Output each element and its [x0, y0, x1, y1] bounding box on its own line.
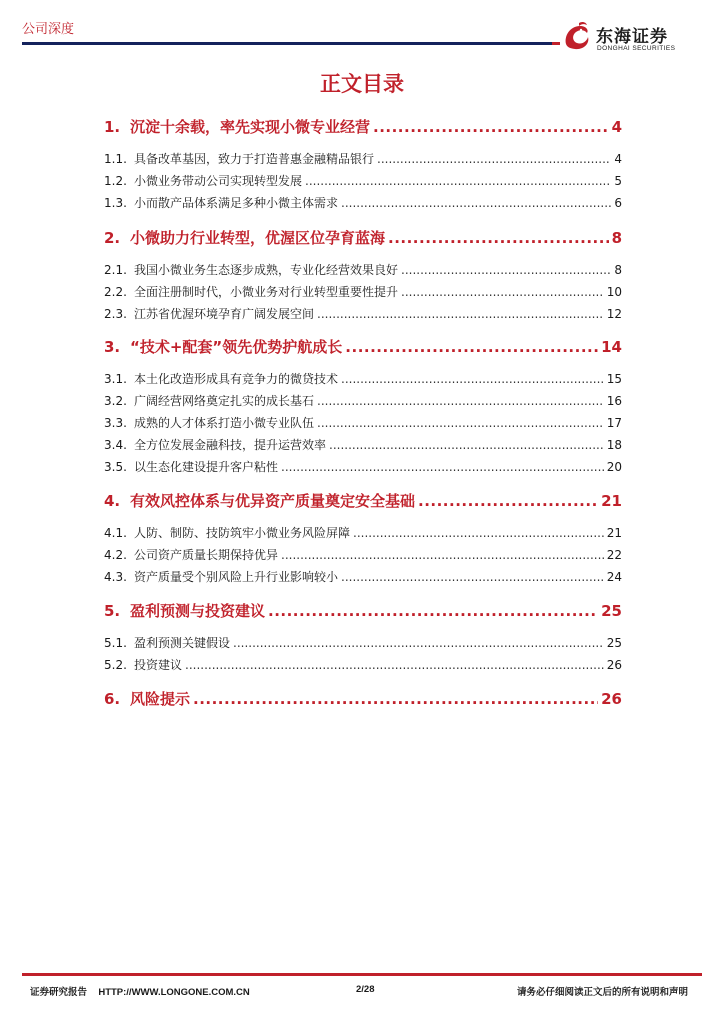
toc-dot-leader [341, 196, 611, 210]
toc-entry-title: 江苏省优渥环境孕育广阔发展空间 [134, 307, 315, 321]
toc-dot-leader [377, 152, 611, 166]
toc-entry-page: 21 [601, 492, 622, 510]
toc-entry-page: 25 [601, 602, 622, 620]
toc-entry-number: 3.3. [104, 416, 127, 430]
toc-entry-page: 8 [611, 229, 622, 247]
toc-entry-page: 21 [606, 526, 622, 540]
toc-entry-number: 3.2. [104, 394, 127, 408]
toc-entry-number: 4.1. [104, 526, 127, 540]
toc-entry-3-3[interactable] [104, 414, 622, 431]
toc-entry-number: 2. [104, 229, 121, 247]
toc-entry-title: 资产质量受个别风险上升行业影响较小 [134, 570, 339, 584]
toc-dot-leader [341, 570, 604, 584]
toc-entry-5[interactable] [104, 600, 622, 621]
report-type-tag: 公司深度 [22, 21, 75, 36]
toc-entry-title: 沉淀十余载，率先实现小微专业经营 [130, 118, 371, 136]
toc-entry-2-1[interactable] [104, 261, 622, 278]
logo-english-name: DONGHAI SECURITIES [597, 45, 676, 52]
toc-entry-number: 2.1. [104, 263, 127, 277]
toc-entry-3[interactable] [104, 336, 622, 357]
toc-entry-number: 1. [104, 118, 121, 136]
toc-entry-page: 6 [614, 196, 622, 210]
toc-entry-number: 4. [104, 492, 121, 510]
toc-entry-title: 有效风控体系与优异资产质量奠定安全基础 [130, 492, 416, 510]
toc-entry-4[interactable] [104, 490, 622, 511]
toc-entry-6[interactable] [104, 688, 622, 709]
toc-entry-2-2[interactable] [104, 283, 622, 300]
toc-entry-title: 具备改革基因，致力于打造普惠金融精品银行 [134, 152, 375, 166]
toc-dot-leader [281, 548, 604, 562]
header-rule-navy [22, 42, 552, 45]
toc-entry-title: 盈利预测与投资建议 [130, 602, 266, 620]
toc-entry-3-2[interactable] [104, 392, 622, 409]
toc-entry-2[interactable] [104, 227, 622, 248]
toc-entry-page: 12 [606, 307, 622, 321]
toc-entry-page: 4 [614, 152, 622, 166]
toc-entry-page: 5 [614, 174, 622, 188]
toc-entry-page: 8 [614, 263, 622, 277]
toc-entry-title: 小微助力行业转型，优渥区位孕育蓝海 [130, 229, 386, 247]
toc-entry-5-1[interactable] [104, 634, 622, 651]
toc-entry-page: 26 [601, 690, 622, 708]
donghai-securities-logo [560, 18, 705, 58]
toc-dot-leader [353, 526, 604, 540]
toc-dot-leader [317, 416, 604, 430]
footer-page-indicator: 2/28 [356, 984, 375, 995]
toc-dot-leader [317, 307, 604, 321]
toc-entry-number: 4.2. [104, 548, 127, 562]
logo-chinese-name: 东海证券 [596, 27, 668, 47]
toc-dot-leader [345, 338, 598, 356]
toc-entry-number: 3. [104, 338, 121, 356]
toc-entry-number: 1.2. [104, 174, 127, 188]
toc-dot-leader [233, 636, 604, 650]
toc-entry-3-5[interactable] [104, 458, 622, 475]
toc-dot-leader [373, 118, 609, 136]
toc-dot-leader [317, 394, 604, 408]
toc-entry-1-3[interactable] [104, 194, 622, 211]
toc-dot-leader [185, 658, 604, 672]
toc-entry-number: 1.1. [104, 152, 127, 166]
toc-entry-page: 20 [606, 460, 622, 474]
toc-entry-title: 投资建议 [134, 658, 183, 672]
toc-entry-2-3[interactable] [104, 305, 622, 322]
toc-entry-title: 全方位发展金融科技，提升运营效率 [134, 438, 327, 452]
toc-entry-page: 17 [606, 416, 622, 430]
toc-dot-leader [281, 460, 604, 474]
toc-dot-leader [418, 492, 598, 510]
page-header [0, 0, 724, 56]
toc-entry-page: 22 [606, 548, 622, 562]
page-footer [22, 984, 702, 1000]
toc-entry-4-3[interactable] [104, 568, 622, 585]
toc-entry-title: 本土化改造形成具有竞争力的微贷技术 [134, 372, 339, 386]
footer-left [30, 984, 250, 998]
toc-entry-4-2[interactable] [104, 546, 622, 563]
toc-entry-page: 4 [611, 118, 622, 136]
toc-entry-title: “技术+配套”领先优势护航成长 [130, 338, 343, 356]
toc-dot-leader [341, 372, 604, 386]
toc-entry-title: 盈利预测关键假设 [134, 636, 231, 650]
toc-entry-title: 小而散产品体系满足多种小微主体需求 [134, 196, 339, 210]
toc-entry-title: 风险提示 [130, 690, 191, 708]
toc-entry-page: 26 [606, 658, 622, 672]
toc-entry-title: 广阔经营网络奠定扎实的成长基石 [134, 394, 315, 408]
toc-dot-leader [401, 263, 611, 277]
toc-entry-1-1[interactable] [104, 150, 622, 167]
toc-entry-page: 18 [606, 438, 622, 452]
toc-entry-5-2[interactable] [104, 656, 622, 673]
toc-dot-leader [268, 602, 598, 620]
toc-entry-number: 6. [104, 690, 121, 708]
toc-entry-page: 10 [606, 285, 622, 299]
toc-entry-title: 以生态化建设提升客户粘性 [134, 460, 279, 474]
toc-entry-3-4[interactable] [104, 436, 622, 453]
toc-entry-1[interactable] [104, 116, 622, 137]
toc-entry-number: 3.5. [104, 460, 127, 474]
toc-entry-title: 人防、制防、技防筑牢小微业务风险屏障 [134, 526, 351, 540]
toc-entry-number: 5. [104, 602, 121, 620]
toc-dot-leader [401, 285, 604, 299]
toc-entry-page: 16 [606, 394, 622, 408]
toc-entry-title: 公司资产质量长期保持优异 [134, 548, 279, 562]
toc-entry-title: 成熟的人才体系打造小微专业队伍 [134, 416, 315, 430]
toc-title: 正文目录 [320, 72, 404, 96]
toc-entry-title: 全面注册制时代，小微业务对行业转型重要性提升 [134, 285, 399, 299]
toc-dot-leader [193, 690, 598, 708]
toc-entry-page: 25 [606, 636, 622, 650]
toc-entry-1-2[interactable] [104, 172, 622, 189]
toc-entry-title: 小微业务带动公司实现转型发展 [134, 174, 303, 188]
toc-entry-number: 3.1. [104, 372, 127, 386]
toc-entry-number: 2.2. [104, 285, 127, 299]
toc-entry-page: 14 [601, 338, 622, 356]
toc-entry-3-1[interactable] [104, 370, 622, 387]
toc-entry-4-1[interactable] [104, 524, 622, 541]
toc-dot-leader [305, 174, 611, 188]
toc-entry-number: 1.3. [104, 196, 127, 210]
toc-entry-page: 15 [606, 372, 622, 386]
toc-entry-number: 3.4. [104, 438, 127, 452]
footer-rule [22, 973, 702, 976]
toc-entry-number: 5.1. [104, 636, 127, 650]
toc-dot-leader [329, 438, 604, 452]
toc-entry-page: 24 [606, 570, 622, 584]
toc-dot-leader [388, 229, 609, 247]
footer-disclaimer: 请务必仔细阅读正文后的所有说明和声明 [516, 987, 688, 998]
footer-report-label: 证券研究报告 [30, 987, 88, 998]
toc-entry-number: 4.3. [104, 570, 127, 584]
toc-entry-title: 我国小微业务生态逐步成熟，专业化经营效果良好 [134, 263, 399, 277]
toc-entry-number: 5.2. [104, 658, 127, 672]
footer-website-link[interactable]: HTTP://WWW.LONGONE.COM.CN [98, 987, 250, 998]
toc-entry-number: 2.3. [104, 307, 127, 321]
donghai-dragon-logo-icon [560, 20, 592, 52]
